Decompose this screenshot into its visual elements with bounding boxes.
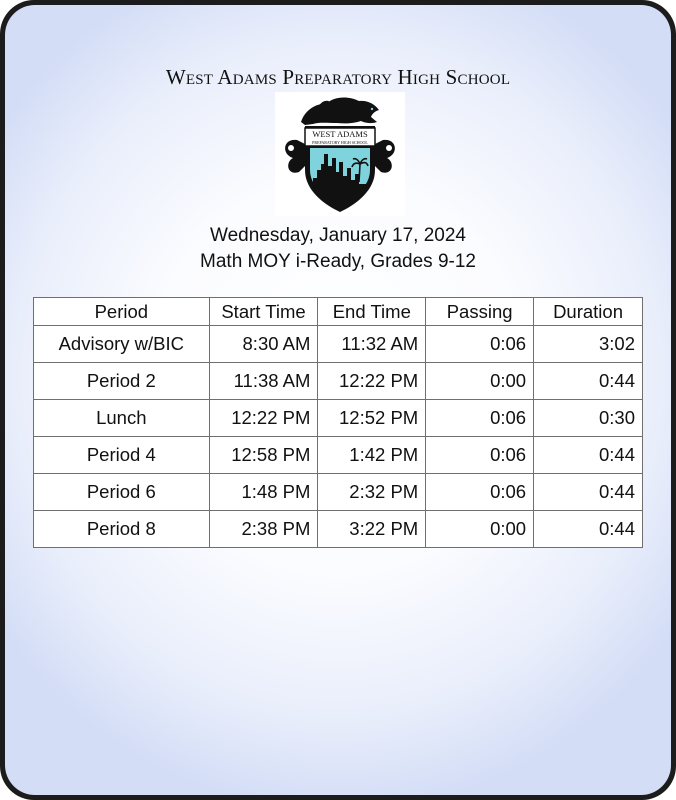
cell-start-time: 12:58 PM [209, 437, 318, 474]
cell-end-time: 12:22 PM [318, 363, 426, 400]
cell-start-time: 12:22 PM [209, 400, 318, 437]
cell-period: Period 6 [34, 474, 210, 511]
cell-passing: 0:06 [426, 437, 534, 474]
cell-end-time: 3:22 PM [318, 511, 426, 548]
schedule-card [5, 5, 671, 795]
cell-start-time: 8:30 AM [209, 326, 318, 363]
cell-duration: 3:02 [534, 326, 643, 363]
bell-schedule-table [33, 297, 643, 548]
cell-start-time: 1:48 PM [209, 474, 318, 511]
panther-crest-icon [275, 92, 405, 216]
cell-duration: 0:44 [534, 437, 643, 474]
cell-period: Advisory w/BIC [34, 326, 210, 363]
column-header-duration: Duration [534, 298, 643, 326]
table-row [34, 437, 643, 474]
cell-end-time: 11:32 AM [318, 326, 426, 363]
cell-period: Lunch [34, 400, 210, 437]
table-row [34, 511, 643, 548]
cell-passing: 0:00 [426, 363, 534, 400]
cell-end-time: 12:52 PM [318, 400, 426, 437]
table-body [34, 326, 643, 548]
cell-duration: 0:44 [534, 363, 643, 400]
svg-text:PREPARATORY HIGH SCHOOL: PREPARATORY HIGH SCHOOL [312, 140, 368, 145]
column-header-passing: Passing [426, 298, 534, 326]
cell-duration: 0:30 [534, 400, 643, 437]
cell-passing: 0:06 [426, 400, 534, 437]
school-logo [275, 92, 405, 216]
cell-duration: 0:44 [534, 511, 643, 548]
cell-period: Period 4 [34, 437, 210, 474]
schedule-subtitle: Math MOY i-Ready, Grades 9-12 [200, 251, 476, 272]
column-header-period: Period [34, 298, 210, 326]
table-row [34, 326, 643, 363]
cell-passing: 0:00 [426, 511, 534, 548]
table-header [34, 298, 643, 326]
table-row [34, 474, 643, 511]
svg-text:WEST ADAMS: WEST ADAMS [312, 129, 368, 139]
schedule-date: Wednesday, January 17, 2024 [210, 225, 466, 246]
cell-end-time: 2:32 PM [318, 474, 426, 511]
cell-passing: 0:06 [426, 474, 534, 511]
cell-start-time: 2:38 PM [209, 511, 318, 548]
column-header-start-time: Start Time [209, 298, 318, 326]
cell-period: Period 8 [34, 511, 210, 548]
cell-passing: 0:06 [426, 326, 534, 363]
school-name: West Adams Preparatory High School [165, 65, 511, 89]
cell-duration: 0:44 [534, 474, 643, 511]
table-row [34, 363, 643, 400]
cell-period: Period 2 [34, 363, 210, 400]
header-row [34, 298, 643, 326]
column-header-end-time: End Time [318, 298, 426, 326]
table-row [34, 400, 643, 437]
cell-end-time: 1:42 PM [318, 437, 426, 474]
cell-start-time: 11:38 AM [209, 363, 318, 400]
